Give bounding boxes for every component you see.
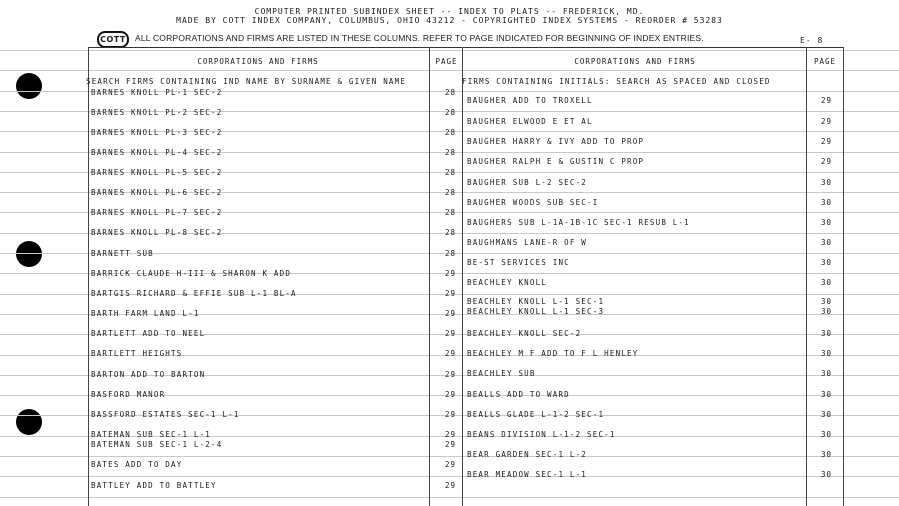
left-entry-name: BARTLETT ADD TO NEEL xyxy=(91,329,206,338)
left-entry-page: 29 xyxy=(444,481,456,490)
header-title: COMPUTER PRINTED SUBINDEX SHEET -- INDEX TO PLATS -- FREDERICK, MD. xyxy=(254,7,645,16)
punch-hole xyxy=(16,409,42,435)
right-entry-name: BEALLS ADD TO WARD xyxy=(467,390,570,399)
right-entry-page: 30 xyxy=(820,238,832,247)
right-entry-page: 30 xyxy=(820,430,832,439)
left-entry-page: 29 xyxy=(444,460,456,469)
punch-hole xyxy=(16,73,42,99)
left-column-title: CORPORATIONS AND FIRMS xyxy=(197,57,319,66)
right-entry-name: BAUGHER ELWOOD E ET AL xyxy=(467,117,593,126)
left-entry-page: 29 xyxy=(444,390,456,399)
left-entry-page: 29 xyxy=(444,329,456,338)
left-entry-name: BARTON ADD TO BARTON xyxy=(91,370,206,379)
rule-line xyxy=(0,456,899,457)
left-entry-page: 28 xyxy=(444,188,456,197)
rule-line xyxy=(0,50,899,51)
right-entry-page: 30 xyxy=(820,369,832,378)
left-entry-name: BARNES KNOLL PL-1 SEC-2 xyxy=(91,88,223,97)
left-entry-page: 29 xyxy=(444,370,456,379)
left-entry-page: 29 xyxy=(444,430,456,439)
left-page-header: PAGE xyxy=(435,57,458,66)
right-entry-page: 29 xyxy=(820,96,832,105)
left-entry-page: 29 xyxy=(444,309,456,318)
right-entry-page: 30 xyxy=(820,349,832,358)
right-entry-page: 29 xyxy=(820,117,832,126)
right-entry-name: BAUGHER HARRY & IVY ADD TO PROP xyxy=(467,137,645,146)
left-entry-page: 29 xyxy=(444,289,456,298)
right-entry-name: BAUGHER SUB L-2 SEC-2 xyxy=(467,178,588,187)
left-entry-page: 28 xyxy=(444,228,456,237)
right-entry-page: 30 xyxy=(820,178,832,187)
header-publisher: MADE BY COTT INDEX COMPANY, COLUMBUS, OHIO 43212 - COPYRIGHTED INDEX SYSTEMS - REORDER # 53283 xyxy=(176,16,723,25)
left-entry-name: BARNES KNOLL PL-6 SEC-2 xyxy=(91,188,223,197)
left-entry-page: 29 xyxy=(444,410,456,419)
right-entry-name: BEACHLEY KNOLL xyxy=(467,278,548,287)
right-entry-name: BAUGHER ADD TO TROXELL xyxy=(467,96,593,105)
left-entry-page: 28 xyxy=(444,148,456,157)
sheet-number: E- 8 xyxy=(800,36,824,45)
right-entry-page: 30 xyxy=(820,198,832,207)
left-entry-name: BARNES KNOLL PL-8 SEC-2 xyxy=(91,228,223,237)
right-entry-name: BEACHLEY M F ADD TO F L HENLEY xyxy=(467,349,639,358)
right-page-header: PAGE xyxy=(813,57,837,66)
right-entry-page: 30 xyxy=(820,218,832,227)
right-entry-page: 30 xyxy=(820,390,832,399)
left-entry-page: 28 xyxy=(444,208,456,217)
right-entry-name: BAUGHMANS LANE-R OF W xyxy=(467,238,588,247)
right-entry-name: BEAR GARDEN SEC-1 L-2 xyxy=(467,450,588,459)
cott-logo: COTT xyxy=(97,31,129,48)
rule-line xyxy=(88,47,843,48)
left-entry-name: BARNES KNOLL PL-2 SEC-2 xyxy=(91,108,223,117)
right-instruction: FIRMS CONTAINING INITIALS: SEARCH AS SPACED AND CLOSED xyxy=(462,77,771,86)
right-entry-name: BE-ST SERVICES INC xyxy=(467,258,570,267)
right-entry-name: BEACHLEY SUB xyxy=(467,369,536,378)
right-entry-name: BEACHLEY KNOLL SEC-2 xyxy=(467,329,582,338)
left-entry-name: BARNES KNOLL PL-5 SEC-2 xyxy=(91,168,223,177)
left-entry-name: BATES ADD TO DAY xyxy=(91,460,183,469)
right-entry-name: BEACHLEY KNOLL L-1 SEC-1 xyxy=(467,297,605,306)
left-entry-page: 28 xyxy=(444,168,456,177)
right-entry-page: 30 xyxy=(820,329,832,338)
left-entry-page: 28 xyxy=(444,108,456,117)
left-entry-name: BATEMAN SUB SEC-1 L-1 xyxy=(91,430,212,439)
left-entry-page: 28 xyxy=(444,88,456,97)
punch-hole xyxy=(16,241,42,267)
right-entry-page: 29 xyxy=(820,157,832,166)
right-entry-name: BEALLS GLADE L-1-2 SEC-1 xyxy=(467,410,605,419)
right-entry-page: 30 xyxy=(820,450,832,459)
column-divider xyxy=(462,47,463,506)
left-entry-page: 29 xyxy=(444,440,456,449)
left-entry-page: 29 xyxy=(444,349,456,358)
right-entry-name: BEAR MEADOW SEC-1 L-1 xyxy=(467,470,588,479)
left-entry-name: BATEMAN SUB SEC-1 L-2-4 xyxy=(91,440,223,449)
right-entry-page: 30 xyxy=(820,278,832,287)
right-entry-name: BEACHLEY KNOLL L-1 SEC-3 xyxy=(467,307,605,316)
left-entry-name: BARTH FARM LAND L-1 xyxy=(91,309,200,318)
left-entry-name: BASSFORD ESTATES SEC-1 L-1 xyxy=(91,410,240,419)
left-entry-name: BARRICK CLAUDE H-III & SHARON K ADD xyxy=(91,269,292,278)
right-entry-page: 29 xyxy=(820,137,832,146)
right-entry-page: 30 xyxy=(820,307,832,316)
column-divider xyxy=(88,47,89,506)
right-entry-page: 30 xyxy=(820,470,832,479)
left-entry-name: BASFORD MANOR xyxy=(91,390,166,399)
right-column-title: CORPORATIONS AND FIRMS xyxy=(574,57,696,66)
column-divider xyxy=(806,47,807,506)
rule-line xyxy=(0,497,899,498)
left-entry-name: BARNETT SUB xyxy=(91,249,154,258)
column-divider xyxy=(429,47,430,506)
left-entry-name: BARTLETT HEIGHTS xyxy=(91,349,183,358)
left-entry-page: 29 xyxy=(444,269,456,278)
left-entry-name: BARTGIS RICHARD & EFFIE SUB L-1 BL-A xyxy=(91,289,297,298)
right-entry-page: 30 xyxy=(820,258,832,267)
column-notice: ALL CORPORATIONS AND FIRMS ARE LISTED IN THESE COLUMNS. REFER TO PAGE INDICATED FOR BEGINNING OF INDEX ENTRIES. xyxy=(135,33,704,43)
left-entry-page: 28 xyxy=(444,249,456,258)
left-entry-name: BATTLEY ADD TO BATTLEY xyxy=(91,481,217,490)
left-entry-page: 28 xyxy=(444,128,456,137)
right-entry-name: BAUGHER RALPH E & GUSTIN C PROP xyxy=(467,157,645,166)
left-entry-name: BARNES KNOLL PL-4 SEC-2 xyxy=(91,148,223,157)
column-divider xyxy=(843,47,844,506)
right-entry-page: 30 xyxy=(820,297,832,306)
rule-line xyxy=(0,70,899,71)
rule-line xyxy=(0,476,899,477)
left-entry-name: BARNES KNOLL PL-3 SEC-2 xyxy=(91,128,223,137)
right-entry-name: BAUGHER WOODS SUB SEC-I xyxy=(467,198,599,207)
left-entry-name: BARNES KNOLL PL-7 SEC-2 xyxy=(91,208,223,217)
right-entry-page: 30 xyxy=(820,410,832,419)
left-instruction: SEARCH FIRMS CONTAINING IND NAME BY SURNAME & GIVEN NAME xyxy=(86,77,407,86)
right-entry-name: BAUGHERS SUB L-1A-1B-1C SEC-1 RESUB L-1 xyxy=(467,218,690,227)
right-entry-name: BEANS DIVISION L-1-2 SEC-1 xyxy=(467,430,616,439)
